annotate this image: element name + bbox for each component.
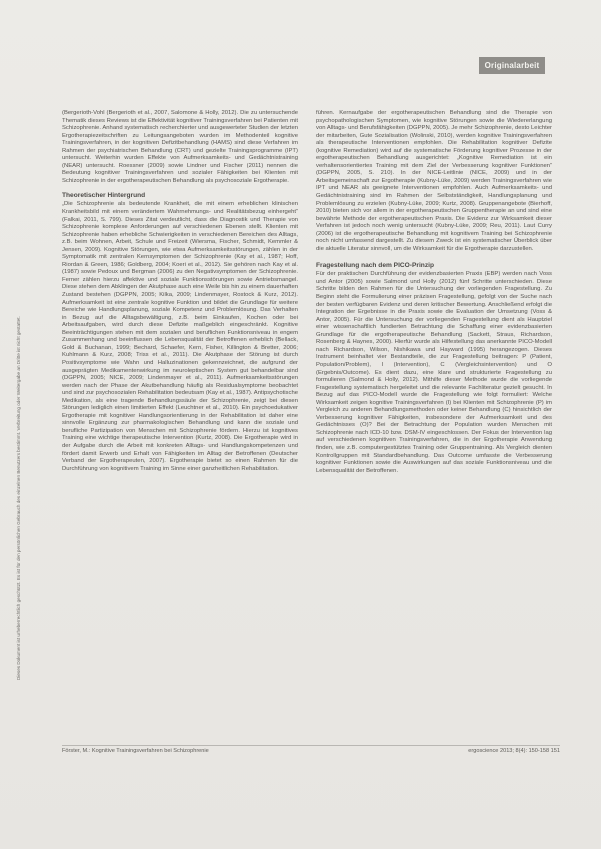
right-column (316, 110, 552, 735)
intro-paragraph: (Bergerioth-Vohl (Bergerioth et al., 2007, Salomone & Holly, 2012). Die zu untersuchende Thematik dieses Reviews ist die Effektivität kognitiver Trainingsverfahren bei Patienten mit Schizophrenie. Anhand systematisch recherchierter und ausgewerteter Studien der letzten Ergotherapiezeitschriften zu Leitungsangeboten wurden im Methodenteil kognitive Trainingsverfahren, in der kognitiven Defizitbehandlung (HAMS) sind diese Verfahren im Rahmen der psychiatrischen Behandlung (CRT) und gezielte Trainingsprogramme (IPT) untersucht. Weiterhin wurden Effekte von Aufmerksamkeits- und Gedächtnistraining (NEAR) untersucht. Roessner (2009) sowie Lindner und Fischer (2011) nennen die Bedeutung kognitiver Trainingsverfahren und sozialer Fähigkeiten bei Klienten mit Schizophrenie in der ergotherapeutischen Behandlung als psychosoziale Ergotherapie. (62, 110, 298, 184)
footer-journal-page: ergoscience 2013; 8(4): 150-158 151 (468, 748, 560, 754)
copyright-side-note (6, 80, 20, 680)
footer-citation: Förster, M.: Kognitive Trainingsverfahren bei Schizophrenie (62, 748, 209, 754)
body-paragraph-pico: Für der praktischen Durchführung der evidenzbasierten Praxis (EBP) werden nach Voss und Antor (2005) sowie Salmond und Holly (2012) fünf Schritte unterschieden. Diese Schritte bilden den Rahmen für die Untersuchung der vorliegenden Fragestellung. Zu Beginn steht die Formulierung einer präzisen Fragestellung, gefolgt von der Suche nach der besten verfügbaren Evidenz und deren kritischer Bewertung. Anschließend erfolgt die Integration der Ergebnisse in die Praxis sowie die Evaluation der Umsetzung (Voss & Antor, 2005). Für die Untersuchung der vorliegenden Fragestellung dient als Hauptziel einer wissenschaftlich fundierten Betrachtung die Schaffung einer evidenzbasierten Grundlage für die ergotherapeutische Behandlung (Sackett, Straus, Richardson, Rosenberg & Haynes, 2000). Hierfür wurde als Hilfestellung das anerkannte PICO-Modell nach Richardson, Wilson, Nishikawa und Hayward (1995) herangezogen. Dieses Instrument beinhaltet vier Bestandteile, die zur Fragestellung beitragen: P (Patient, Population/Problem), I (Intervention), C (Vergleichsintervention) und O (Ergebnis/Outcome). Es dient dazu, eine klare und strukturierte Fragestellung zu formulieren (Salmond & Holly, 2012). Mithilfe dieser Methode wurde die vorliegende Fragestellung systematisch hergeleitet und die relevante Fachliteratur gezielt gesucht. In Bezug auf das PICO-Modell wurde die Fragestellung wie folgt formuliert: Welche Wirksamkeit zeigen kognitive Trainingsverfahren (I) bei Klienten mit Schizophrenie (P) im Vergleich zu anderen Behandlungsmethoden oder keiner Behandlung (C) hinsichtlich der Verbesserung kognitiver Fähigkeiten, insbesondere der Aufmerksamkeit und des Gedächtnisses (O)? Bei der Betrachtung der Population wurden Menschen mit Schizophrenie nach ICD-10 bzw. DSM-IV eingeschlossen. Der Fokus der Intervention lag auf verschiedenen kognitiven Trainingsverfahren, die in der Ergotherapie Anwendung finden, wie z.B. computergestütztes Training oder Gruppentraining. Als Vergleich dienten Kontrollgruppen mit Standardbehandlung. Das Outcome umfasste die Verbesserung kognitiver Funktionen sowie die Auswirkungen auf das soziale Funktionsniveau und die Lebensqualität der Betroffenen. (316, 271, 552, 474)
section-heading-pico-question: Fragestellung nach dem PICO-Prinzip (316, 262, 434, 270)
body-paragraph-continued: führen. Kernaufgabe der ergotherapeutischen Behandlung sind die Therapie von psychopathologischen Symptomen, wie kognitive Störungen sowie die Wiedererlangung von Alltags- und Berufsfähigkeiten (DGPPN, 2005). Je mehr Schizophrenie, desto Leichter der mitarbeiten, Gute Sozialisation (Wolinski, 2010), werden kognitive Trainingsverfahren als therapeutische Interventionen empfohlen. Die Rehabilitation kognitiver Defizite (kognitive Remediation) wird auf die systematische Förderung kognitiver Prozesse in der ergotherapeutischen Behandlung ausgerichtet: „Kognitive Remediation ist ein verhaltensorientiertes Training mit dem Ziel der Verbesserung kognitiver Funktionen“ (DGPPN, 2005, S. 210). In der NICE-Leitlinie (NICE, 2009) und in der Arbeitsgemeinschaft zur Ergotherapie (Kubny-Lüke, 2009) werden Trainingsverfahren wie IPT und NEAR als geeignete Interventionen empfohlen. Auch Aufmerksamkeits- und Gedächtnistraining sind im Rahmen der Selbstständigkeit, Handlungsplanung und Problemlösung zu erzielen (Kubny-Lüke, 2009; Kurtz, 2008). Gruppenangebote (Bierhoff, 2010) bieten sich vor allem in der ergotherapeutischen Gruppentherapie an und sind eine bewährte Methode der ergotherapeutischen Praxis. Die Evidenz zur Wirksamkeit dieser Verfahren ist jedoch noch wenig untersucht (Kubny-Lüke, 2009; Reu, 2011). Laut Curry (2006) ist die ergotherapeutische Behandlung mit kognitivem Training bei Schizophrenie noch nicht umfassend dargestellt. Zu diesem Zweck ist ein systematischer Überblick über die aktuelle Literatur sinnvoll, um die Wirksamkeit für die Ergotherapie darzustellen. (316, 110, 552, 252)
copyright-side-note-text: Dieses Dokument ist urheberrechtlich geschützt. Es ist für den persönlichen Gebrauch des einzelnen Benutzers bestimmt. Verbreitung oder Weitergabe an Dritte ist nicht gestattet. (16, 316, 21, 680)
left-column (62, 110, 298, 735)
footer-divider (62, 745, 560, 746)
section-label: Originalarbeit (479, 57, 545, 74)
section-heading-theoretical-background: Theoretischer Hintergrund (62, 192, 146, 200)
body-paragraph-background: „Die Schizophrenie als bedeutende Krankheit, die mit einem erheblichen klinischen Krankheitsbild mit einem verändertem Wahrnehmungs- und Realitätsbezug einhergeht“ (Falkai, 2011, S. 799). Dieses Zitat verdeutlicht, dass die Diagnostik und Therapie von Schizophrenie komplexe Anforderungen auf verschiedenen Ebenen stellt. Klienten mit Schizophrenie haben erhebliche Schwierigkeiten in verschiedenen Bereichen des Alltags, z.B. beim Wohnen, Arbeit, Schule und Freizeit (Wiersma, Fischer, Schmidt, Kemmler & Jensen, 2009). Kognitive Störungen, wie etwa Aufmerksamkeitsstörungen, zählen in der Symptomatik mit zentralen Kernsymptomen der Schizophrenie (Kay et al., 1987; Hoff, Riordan & Green, 1986; Goldberg, 2004; Koeri et al., 2012). Sie gehören nach Kay et al. (1987) sowie Pedoux und Bergman (2006) zu den Negativsymptomen der Schizophrenie. Ferner zählen hierzu affektive und soziale Funktionsstörungen sowie Antriebsmangel. Diese stehen dem Abklingen der Akutphase auch eine Weile bis hin zu einem dauerhaften Zustand bestehen (DGPPN, 2005; Kilka, 2009; Lindenmayer, Rostock & Kurz, 2012). Aufmerksamkeit ist eine zentrale kognitive Funktion und bildet die Grundlage für weitere Bereiche wie Handlungsplanung, soziale Kompetenz und Problemlösung. Das Verhalten in Bezug auf die Alltagsbewältigung, z.B. beim Einkaufen, Kochen oder bei Arbeitsaufgaben, wird durch diese Defizite maßgeblich eingeschränkt. Kognitive Beeinträchtigungen stehen mit dem sozialen und beruflichen Funktionsniveau in engem Zusammenhang und beeinflussen die Lebensqualität der Betroffenen erheblich (Bellack, Gold & Buchanan, 1999; Bechard, Schaefer, Kern, Fisher, Killington & Bretter, 2006; Kuhlmann & Kurz, 2008; Triss et al., 2011). Die Akutphase der Störung ist durch Positivsymptome wie Wahn und Halluzinationen gekennzeichnet, die aufgrund der ausgeprägten Medikamentenwirkung im neuroleptischen System gut behandelbar sind (DGPPN, 2005; NICE, 2009; Lindenmayer et al., 2011). Aufmerksamkeitsstörungen werden nach der Phase der Akutbehandlung häufig als Residualsymptome beobachtet und sind zur psychosozialen Rehabilitation bedeutsam (Kay et al., 1987). Antipsychotische Medikation, als eine tragende Behandlungssäule der Schizophrenie, zeigt bei diesen Störungen lediglich einen limitierten Effekt (Leuchtner et al., 2010). Ein psychoedukativer Ergotherapie mit kognitiver Handlungsorientierung in der Rehabilitation ist daher eine sinnvolle Ergänzung zur pharmakologischen Behandlung und kann die soziale und berufliche Partizipation von Menschen mit Schizophrenie fördern. Hierzu ist kognitives Training eine wichtige therapeutische Intervention (Kurtz, 2008). Die Ergotherapie wird in der Aufgabe durch die Arbeit mit konkreten Alltags- und Handlungskompetenzen und fördert damit Erwerb und Erhalt von Fähigkeiten im Alltag der Betroffenen (Deutscher Verband der Ergotherapeuten, 2007). Ergotherapie bietet so einen Rahmen für die Durchführung von kognitivem Training im Sinne einer ganzheitlichen Rehabilitation. (62, 201, 298, 472)
